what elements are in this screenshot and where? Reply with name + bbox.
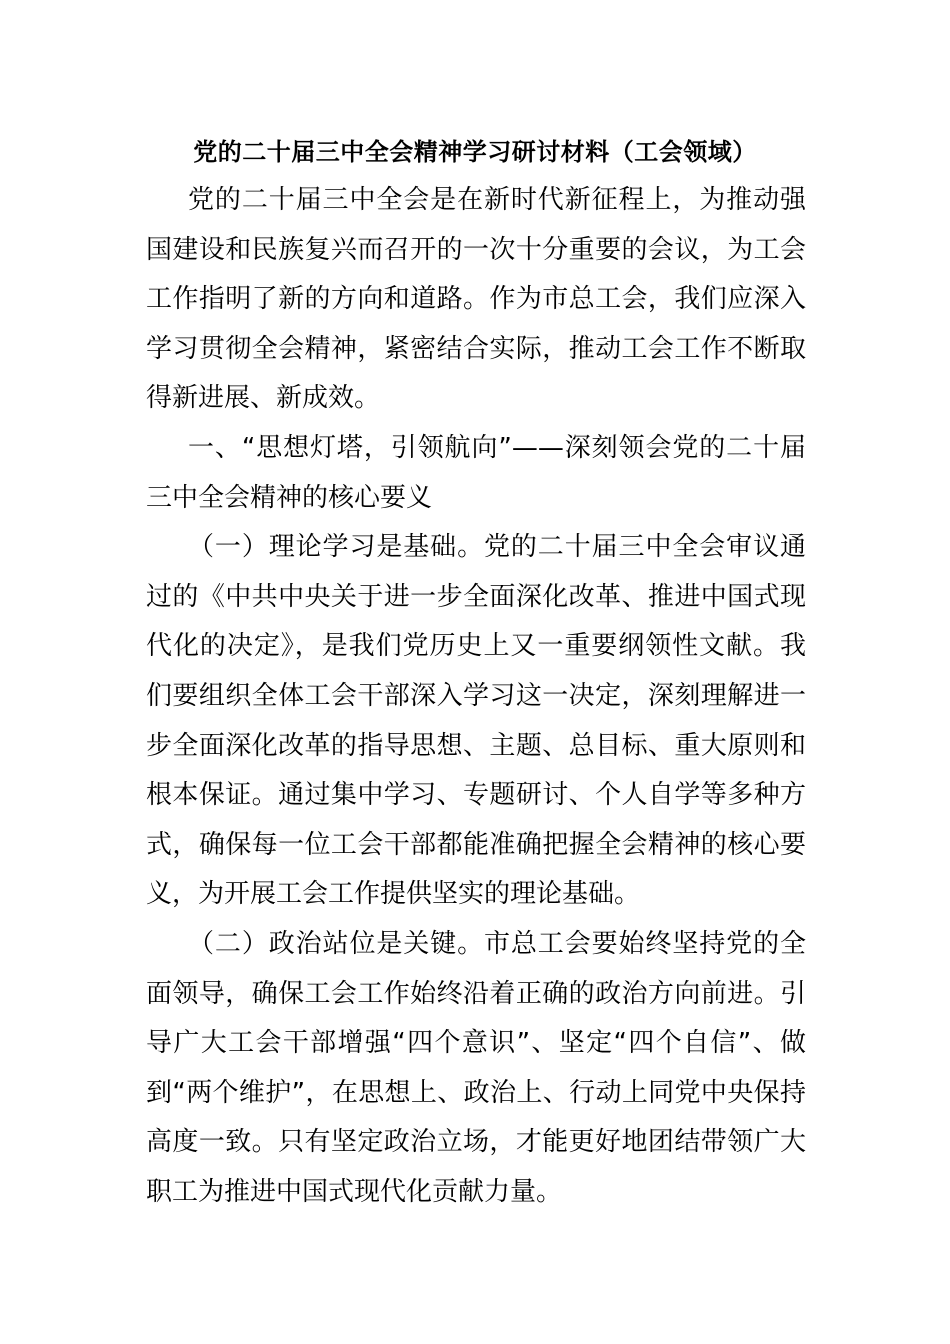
section-heading-1: 一、“思想灯塔，引领航向”——深刻领会党的二十届三中全会精神的核心要义 bbox=[146, 432, 806, 513]
document-title: 党的二十届三中全会精神学习研讨材料（工会领域） bbox=[193, 138, 757, 166]
subsection-paragraph-2: （二）政治站位是关键。市总工会要始终坚持党的全面领导，确保工会工作始终沿着正确的政治方向前进。引导广大工会干部增强“四个意识”、坚定“四个自信”、做到“两个维护”，在思想上、政治上、行动上同党中央保持高度一致。只有坚定政治立场，才能更好地团结带领广大职工为推进中国式现代化贡献力量。 bbox=[146, 928, 806, 1207]
subsection-paragraph-1: （一）理论学习是基础。党的二十届三中全会审议通过的《中共中央关于进一步全面深化改革、推进中国式现代化的决定》，是我们党历史上又一重要纲领性文献。我们要组织全体工会干部深入学习这一决定，深刻理解进一步全面深化改革的指导思想、主题、总目标、重大原则和根本保证。通过集中学习、专题研讨、个人自学等多种方式，确保每一位工会干部都能准确把握全会精神的核心要义，为开展工会工作提供坚实的理论基础。 bbox=[146, 532, 806, 910]
intro-paragraph: 党的二十届三中全会是在新时代新征程上，为推动强国建设和民族复兴而召开的一次十分重要的会议，为工会工作指明了新的方向和道路。作为市总工会，我们应深入学习贯彻全会精神，紧密结合实际，推动工会工作不断取得新进展、新成效。 bbox=[146, 185, 806, 414]
document-body bbox=[146, 176, 806, 1217]
